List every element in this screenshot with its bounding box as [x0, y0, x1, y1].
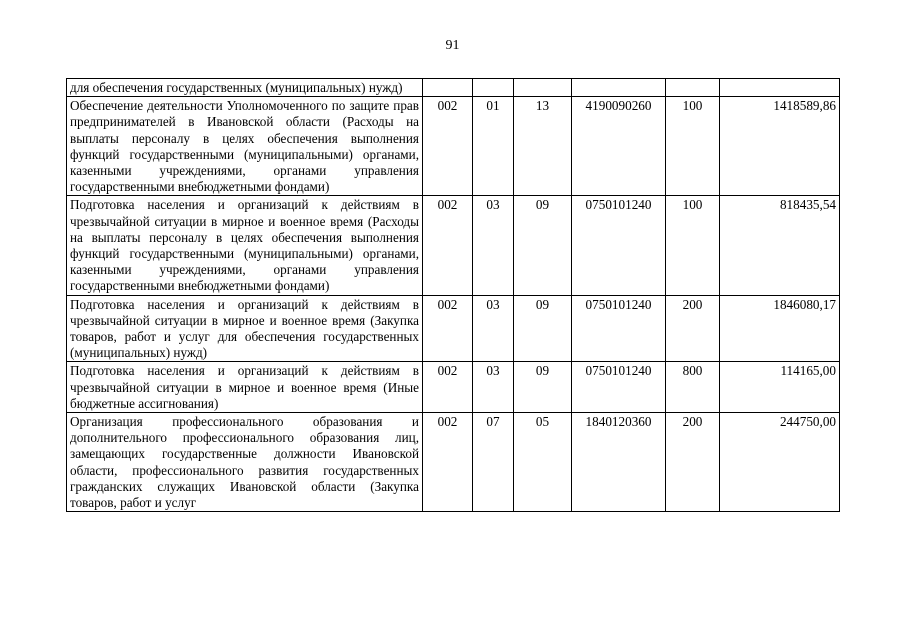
ministry-code: 002: [423, 362, 473, 413]
row-description: Подготовка населения и организаций к действиям в чрезвычайной ситуации в мирное и военное время (Расходы на выплаты персоналу в целях обеспечения выполнения функций государственными (муниципальными) органами, казенными учреждениями, органами управления государственными внебюджетными фондами): [67, 196, 423, 295]
page-number: 91: [445, 38, 460, 53]
section-code: 03: [473, 196, 514, 295]
amount: 818435,54: [720, 196, 840, 295]
target-article-code: 0750101240: [572, 196, 666, 295]
expense-type-code: 800: [666, 362, 720, 413]
subsection-code: 05: [514, 413, 572, 512]
amount: 1418589,86: [720, 97, 840, 196]
target-article-code: 4190090260: [572, 97, 666, 196]
table-row: [67, 362, 840, 413]
table-row: [67, 295, 840, 362]
expense-type-code: 100: [666, 196, 720, 295]
table-row: [67, 413, 840, 512]
subsection-code: 13: [514, 97, 572, 196]
expense-type-code: 200: [666, 295, 720, 362]
section-code: 01: [473, 97, 514, 196]
ministry-code: 002: [423, 413, 473, 512]
amount: 114165,00: [720, 362, 840, 413]
row-description: Подготовка населения и организаций к действиям в чрезвычайной ситуации в мирное и военное время (Иные бюджетные ассигнования): [67, 362, 423, 413]
ministry-code: [423, 79, 473, 97]
ministry-code: 002: [423, 196, 473, 295]
subsection-code: 09: [514, 196, 572, 295]
row-description: для обеспечения государственных (муниципальных) нужд): [67, 79, 423, 97]
table-row: [67, 196, 840, 295]
expense-type-code: 200: [666, 413, 720, 512]
subsection-code: 09: [514, 295, 572, 362]
amount: 1846080,17: [720, 295, 840, 362]
target-article-code: 0750101240: [572, 295, 666, 362]
ministry-code: 002: [423, 295, 473, 362]
row-description: Организация профессионального образования и дополнительного профессионального образования лиц, замещающих государственные должности Ивановской области, профессионального развития государственных гражданских служащих Ивановской области (Закупка товаров, работ и услуг: [67, 413, 423, 512]
subsection-code: [514, 79, 572, 97]
amount: [720, 79, 840, 97]
ministry-code: 002: [423, 97, 473, 196]
section-code: 03: [473, 295, 514, 362]
subsection-code: 09: [514, 362, 572, 413]
section-code: [473, 79, 514, 97]
target-article-code: 0750101240: [572, 362, 666, 413]
table-row: [67, 79, 840, 97]
budget-table: [66, 78, 840, 512]
row-description: Обеспечение деятельности Уполномоченного по защите прав предпринимателей в Ивановской области (Расходы на выплаты персоналу в целях обеспечения выполнения функций государственными (муниципальными) органами, казенными учреждениями, органами управления государственными внебюджетными фондами): [67, 97, 423, 196]
target-article-code: 1840120360: [572, 413, 666, 512]
row-description: Подготовка населения и организаций к действиям в чрезвычайной ситуации в мирное и военное время (Закупка товаров, работ и услуг для обеспечения государственных (муниципальных) нужд): [67, 295, 423, 362]
section-code: 07: [473, 413, 514, 512]
expense-type-code: [666, 79, 720, 97]
expense-type-code: 100: [666, 97, 720, 196]
table-row: [67, 97, 840, 196]
amount: 244750,00: [720, 413, 840, 512]
section-code: 03: [473, 362, 514, 413]
target-article-code: [572, 79, 666, 97]
